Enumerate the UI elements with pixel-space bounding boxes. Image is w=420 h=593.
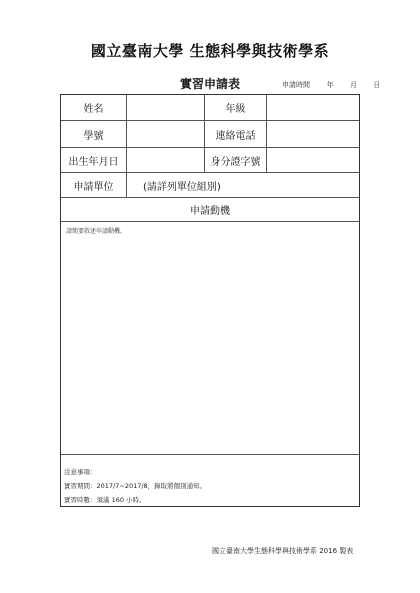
id-number-field[interactable] bbox=[267, 148, 359, 172]
notes-hours: 實習時數：須滿 160 小時。 bbox=[64, 496, 146, 504]
name-field[interactable] bbox=[127, 95, 205, 120]
student-id-field[interactable] bbox=[127, 121, 205, 147]
grade-label: 年級 bbox=[205, 95, 267, 120]
grade-field[interactable] bbox=[267, 95, 359, 120]
row-birthdate bbox=[61, 148, 359, 173]
date-label: 申請時間 bbox=[282, 81, 310, 89]
unit-field[interactable]: (請詳列單位組別) bbox=[143, 181, 221, 193]
application-date bbox=[282, 80, 380, 90]
birthdate-field[interactable] bbox=[127, 148, 205, 172]
form-title: 實習申請表 bbox=[179, 77, 240, 91]
notes-section bbox=[64, 465, 206, 507]
motivation-textarea[interactable] bbox=[61, 222, 359, 455]
footer-text: 國立臺南大學生態科學與技術學系 2016 製表 bbox=[212, 547, 354, 555]
day-label: 日 bbox=[373, 81, 381, 89]
row-motivation-header bbox=[61, 198, 359, 222]
notes-heading: 注意事項： bbox=[64, 468, 97, 476]
month-label: 月 bbox=[349, 81, 357, 89]
unit-label: 申請單位 bbox=[61, 173, 127, 197]
birthdate-label: 出生年月日 bbox=[61, 148, 127, 172]
page-title: 國立臺南大學 生態科學與技術學系 bbox=[90, 42, 330, 60]
year-label: 年 bbox=[326, 81, 334, 89]
phone-field[interactable] bbox=[267, 121, 359, 147]
row-name bbox=[61, 95, 359, 121]
student-id-label: 學號 bbox=[61, 121, 127, 147]
row-unit bbox=[61, 173, 359, 198]
id-number-label: 身分證字號 bbox=[205, 148, 267, 172]
phone-label: 連絡電話 bbox=[205, 121, 267, 147]
notes-period: 實習期間：2017/7~2017/8，錄取將個別通知。 bbox=[64, 482, 207, 490]
motivation-hint: 請簡要敘述申請動機。 bbox=[66, 228, 127, 235]
row-student-id bbox=[61, 121, 359, 148]
application-form bbox=[60, 94, 360, 507]
name-label: 姓名 bbox=[61, 95, 127, 120]
motivation-label: 申請動機 bbox=[190, 206, 230, 217]
